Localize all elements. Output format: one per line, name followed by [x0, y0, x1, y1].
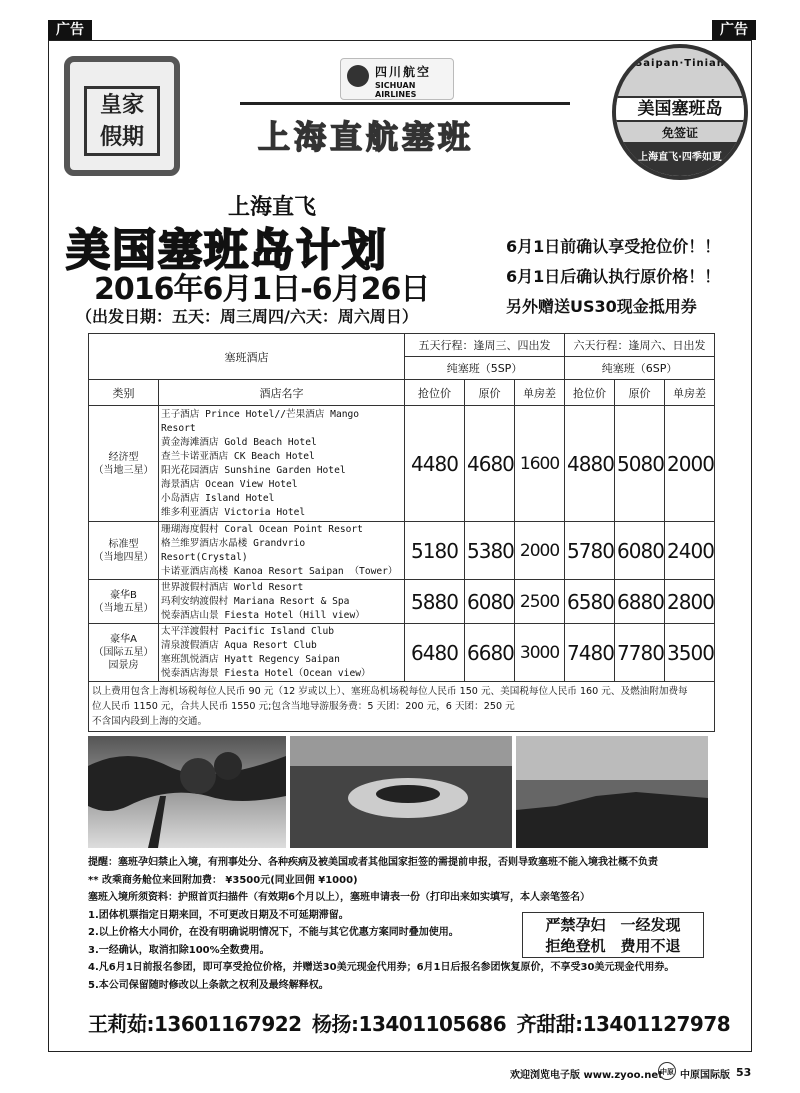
note-line: 3.一经确认，取消扣除100%全数费用。 [88, 944, 270, 956]
price-5-rush: 4480 [405, 406, 465, 522]
price-6-orig: 7780 [615, 624, 665, 682]
note-line: 5.本公司保留随时修改以上条款之权利及最终解释权。 [88, 979, 329, 991]
price-note-line: 以上费用包含上海机场税每位人民币 90 元（12 岁或以上）、塞班岛机场税每位人民币 150 元、美国税每位人民币 160 元、及燃油附加费每 [92, 686, 688, 697]
zhongyuan-logo-icon: 中原 [658, 1062, 676, 1080]
photo-tree-silhouette [88, 736, 286, 848]
price-6-single: 2000 [665, 406, 715, 522]
row-type: 标准型 （当地四星） [89, 522, 159, 580]
warning-line-2: 拒绝登机 费用不退 [545, 937, 681, 955]
price-notes [89, 682, 715, 732]
col-rush-5: 抢位价 [405, 380, 465, 406]
price-6-single: 2800 [665, 580, 715, 624]
note-line: ** 改乘商务舱位来回附加费： ¥3500元(同业回佣 ¥1000) [88, 874, 358, 886]
photo-island-aerial [290, 736, 512, 848]
col-type: 类别 [89, 380, 159, 406]
table-row [89, 406, 715, 522]
price-6-rush: 5780 [565, 522, 615, 580]
warning-box [522, 912, 704, 958]
col-name: 酒店名字 [159, 380, 405, 406]
header-six-day-pkg: 纯塞班（6SP） [565, 357, 715, 380]
note-line: 1.团体机票指定日期来回，不可更改日期及不可延期滞留。 [88, 909, 349, 921]
date-range: 2016年6月1日-6月26日 [94, 272, 430, 307]
departure-dates: （出发日期：五天：周三周四/六天：周六周日） [76, 307, 418, 326]
promo-line-1: 6月1日前确认享受抢位价！！ [506, 237, 721, 256]
note-line: 塞班入境所须资料：护照首页扫描件（有效期6个月以上），塞班申请表一份（打印出来如实填写，本人亲笔签名） [88, 892, 590, 903]
airline-name-en: SICHUAN AIRLINES [375, 81, 417, 99]
table-row [89, 580, 715, 624]
price-6-rush: 7480 [565, 624, 615, 682]
airline-logo [340, 58, 454, 100]
footer-website: 欢迎浏览电子版 www.zyoo.net [510, 1070, 663, 1081]
price-6-orig: 6080 [615, 522, 665, 580]
main-title: 美国塞班岛计划 [66, 225, 388, 276]
table-row [89, 624, 715, 682]
note-line: 4.凡6月1日前报名参团，即可享受抢位价格，并赠送30美元现金代用券；6月1日后报名参团恢复原价，不享受30美元现金代用券。 [88, 962, 675, 973]
price-6-single: 2400 [665, 522, 715, 580]
col-orig-5: 原价 [465, 380, 515, 406]
price-5-single: 2500 [515, 580, 565, 624]
brand-stamp-line2: 假期 [99, 124, 144, 150]
price-6-orig: 6880 [615, 580, 665, 624]
row-type: 豪华A （国际五星） 园景房 [89, 624, 159, 682]
note-line: 提醒：塞班孕妇禁止入境，有刑事处分、各种疾病及被美国或者其他国家拒签的需提前申报，否则导致塞班不能入境我社概不负责 [88, 857, 658, 868]
col-orig-6: 原价 [615, 380, 665, 406]
row-type: 豪华B （当地五星） [89, 580, 159, 624]
price-6-single: 3500 [665, 624, 715, 682]
price-5-rush: 5880 [405, 580, 465, 624]
airline-name-cn: 四川航空 [375, 65, 432, 79]
badge-visa: 免签证 [661, 126, 698, 140]
col-single-5: 单房差 [515, 380, 565, 406]
price-5-orig: 5380 [465, 522, 515, 580]
price-5-single: 3000 [515, 624, 565, 682]
footer-edition: 中原国际版 [680, 1070, 730, 1081]
row-hotels: 世界渡假村酒店 World Resort 玛利安纳渡假村 Mariana Resort & Spa 悦泰酒店山景 Fiesta Hotel（Hill view） [159, 580, 405, 624]
price-5-orig: 4680 [465, 406, 515, 522]
row-type: 经济型 （当地三星） [89, 406, 159, 522]
row-hotels: 王子酒店 Prince Hotel//芒果酒店 Mango Resort 黄金海滩酒店 Gold Beach Hotel 查兰卡诺亚酒店 CK Beach Hotel 阳光花园酒店 Sunshine Garden Hotel 海景酒店 Ocean View Hotel 小岛酒店 Island Hotel 维多利亚酒店 Victoria Hotel [159, 406, 405, 522]
badge-top: Saipan·Tinian [635, 58, 725, 69]
note-line: 2.以上价格大小同价，在没有明确说明情况下，不能与其它优惠方案同时叠加使用。 [88, 927, 459, 938]
price-5-rush: 5180 [405, 522, 465, 580]
promo-line-2: 6月1日后确认执行原价格！！ [506, 267, 721, 286]
price-note-line: 不含国内段到上海的交通。 [92, 716, 208, 727]
page-number: 53 [736, 1066, 752, 1079]
row-hotels: 太平洋渡假村 Pacific Island Club 清泉渡假酒店 Aqua Resort Club 塞班凯悦酒店 Hyatt Regency Saipan 悦泰酒店海景 Fiesta Hotel（Ocean view） [159, 624, 405, 682]
route-title: 上海直航塞班 [258, 118, 475, 156]
route-divider [240, 102, 570, 105]
ad-tag-right: 广告 [712, 20, 756, 40]
header-six-day: 六天行程：逢周六、日出发 [565, 334, 715, 357]
price-6-rush: 4880 [565, 406, 615, 522]
airline-bird-icon [347, 65, 369, 87]
price-5-orig: 6080 [465, 580, 515, 624]
price-note-line: 位人民币 1150 元，合共人民币 1550 元;包含当地导游服务费：5 天团：200 元，6 天团：250 元 [92, 701, 515, 712]
price-5-orig: 6680 [465, 624, 515, 682]
badge-main: 美国塞班岛 [612, 96, 748, 122]
ad-tag-left: 广告 [48, 20, 92, 40]
saipan-badge [612, 44, 748, 180]
price-5-single: 1600 [515, 406, 565, 522]
col-rush-6: 抢位价 [565, 380, 615, 406]
hotel-price-table [88, 333, 715, 732]
row-hotels: 珊瑚海度假村 Coral Ocean Point Resort 格兰维罗酒店水晶楼 Grandvrio Resort(Crystal) 卡诺亚酒店高楼 Kanoa Resort Saipan （Tower） [159, 522, 405, 580]
price-5-single: 2000 [515, 522, 565, 580]
contact-phones: 王莉茹:13601167922 杨扬:13401105686 齐甜甜:13401127978 [88, 1012, 731, 1036]
price-6-rush: 6580 [565, 580, 615, 624]
brand-stamp-logo [64, 56, 180, 176]
photo-cliff-coast [516, 736, 708, 848]
col-single-6: 单房差 [665, 380, 715, 406]
brand-stamp-line1: 皇家 [99, 92, 144, 118]
table-row [89, 522, 715, 580]
subtitle: 上海直飞 [228, 195, 317, 220]
header-five-day-pkg: 纯塞班（5SP） [405, 357, 565, 380]
price-6-orig: 5080 [615, 406, 665, 522]
header-hotel: 塞班酒店 [89, 334, 405, 380]
price-5-rush: 6480 [405, 624, 465, 682]
warning-line-1: 严禁孕妇 一经发现 [545, 916, 681, 934]
promo-line-3: 另外赠送US30现金抵用券 [506, 297, 697, 316]
badge-bottom: 上海直飞·四季如夏 [638, 152, 722, 163]
header-five-day: 五天行程：逢周三、四出发 [405, 334, 565, 357]
